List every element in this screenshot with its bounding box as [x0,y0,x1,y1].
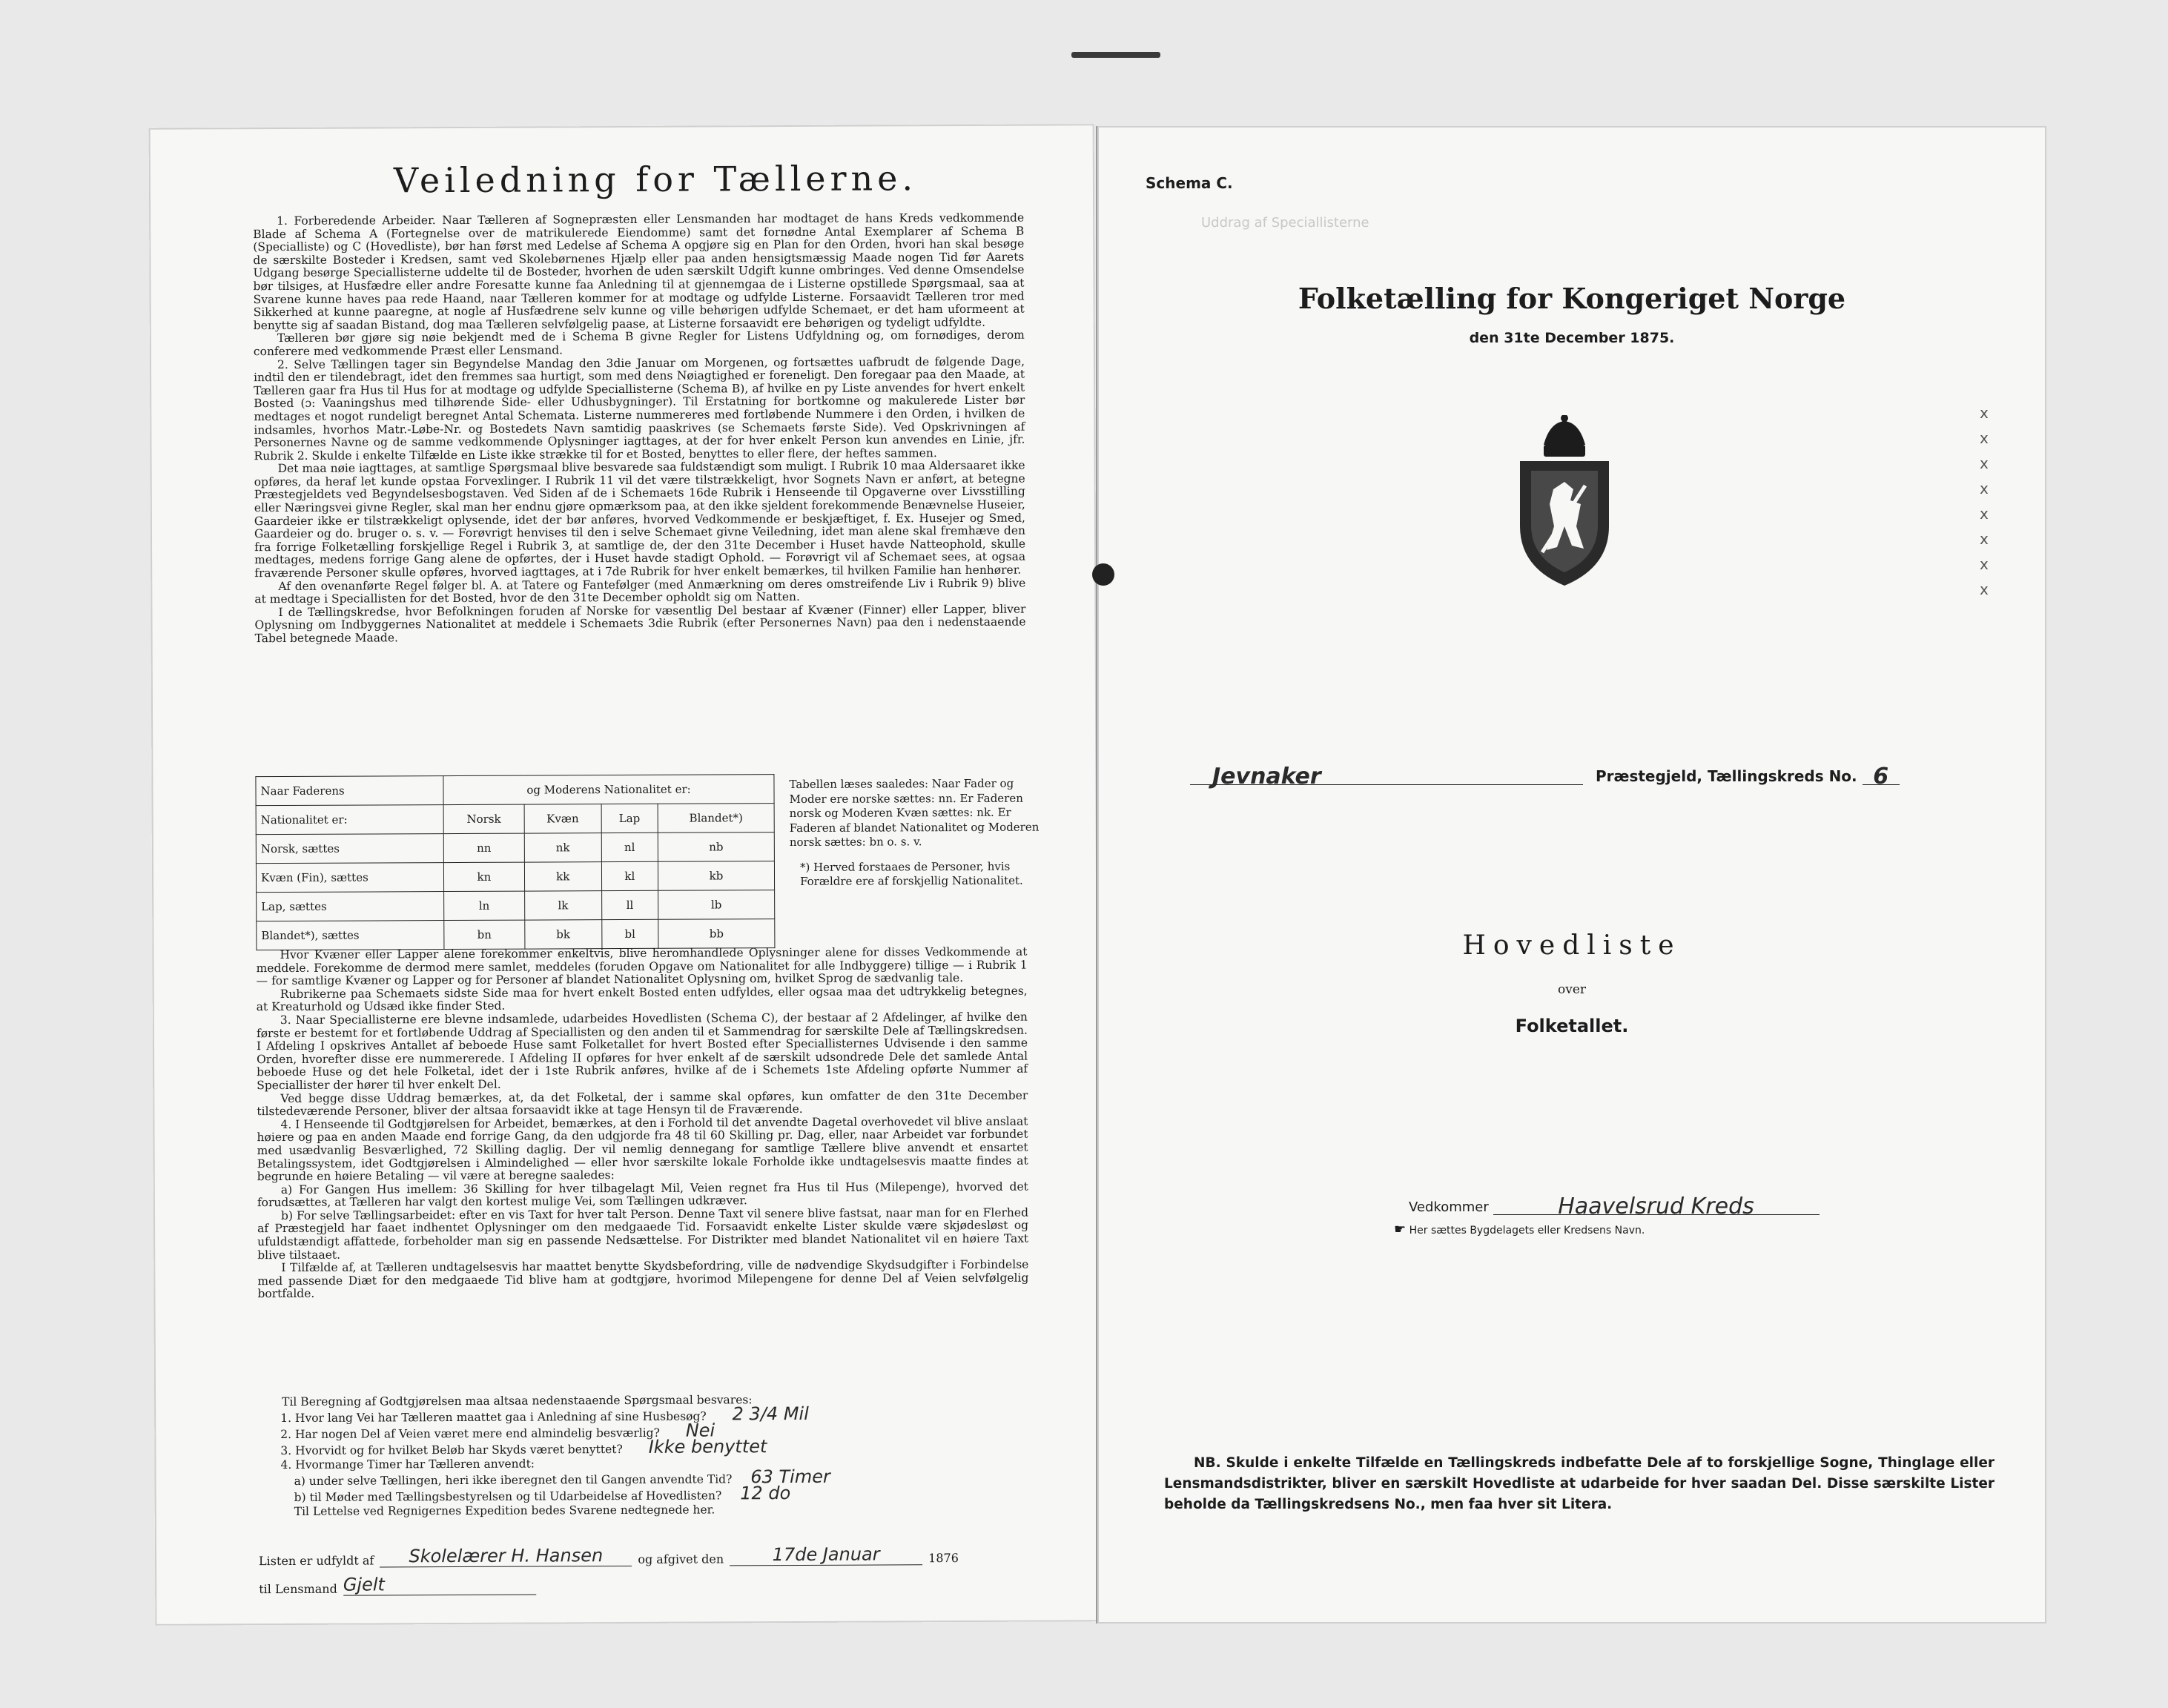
cell: nb [658,833,774,862]
hovedliste-title: Hovedliste [1462,930,1682,961]
vedkommer-note: Her sættes Bygdelagets eller Kredsens Navn. [1409,1225,1645,1237]
question-4: 4. Hvormange Timer har Tælleren anvendt: [280,1457,535,1472]
table-footnote: *) Herved forstaaes de Personer, hvis Forældre ere af forskjellig Nationalitet. [799,859,1023,888]
question-text: a) under selve Tællingen, heri ikke iberegnet den til Gangen anvendte Tid? [294,1472,733,1488]
table-col: Lap [601,804,658,833]
cell: bn [444,920,525,949]
cell: ll [601,890,658,919]
census-date: den 31te December 1875. [1469,330,1675,346]
right-page-cover: Uddrag af Speciallisterne Schema C. Folketælling for Kongeriget Norge den 31te December 1875. Jevnaker Præstegjeld, Tællingskreds No. 6 Hovedliste over Folketallet. Vedkommer Haavelsrud Kreds ☛ Her sættes Bygdelagets eller Kredsens Navn. NB. Skulde i enkelte Tilfælde en Tællingskreds indbefatte Dele af to forskjellige Sogne, Thinglage eller Lensmandsdistrikter, bliver en særskilt Hovedliste at udarbeide for hver saadan Del. Disse særskilte Lister beholde da Tællingskredsens No., men faa hver sit Litera. [1097,126,2046,1623]
row-label: Norsk, sættes [256,834,443,864]
cross-mark: x [1980,454,1989,472]
cell: kl [601,861,658,890]
vedkommer-label: Vedkommer [1409,1199,1489,1215]
cross-mark: x [1980,580,1989,598]
parish-name-handwritten: Jevnaker [1190,764,1583,785]
table-row [257,890,775,921]
answer-handwritten: 12 do [740,1483,791,1504]
table-row [256,861,774,893]
cell: bl [601,919,658,948]
schema-label: Schema C. [1146,174,1233,192]
nb-note [1164,1453,1995,1515]
para-hovedlisten: 3. Naar Speciallisterne ere blevne indsamlede, udarbeides Hovedlisten (Schema C), der bestaar af 2 Afdelinger, af hvilke den første er bestemt for et fortløbende Uddrag af Speciallisten og den anden til et Sammendrag for særskilte Dele af Tællingskredsen. I Afdeling I opskrives Antallet af beboede Huse samt Folketallet for hvert Bosted efter Speciallisternes Udvisende i den samme Orden, hvorefter disse ere nummererede. I Afdeling II opføres for hver enkelt af de særskilt udsondrede Dele det samlede Antal beboede Huse og det hele Folketal, idet der i 1ste Rubrik anføres, hvilke af de i Schemets 1ste Afdeling opførte Nummer af Speciallister der hører til hver enkelt Del. [256,1010,1028,1093]
question-text: 1. Hvor lang Vei har Tælleren maattet gaa i Anledning af sine Husbesøg? [280,1409,707,1426]
instructions-body-top [253,212,1026,646]
lensmand-label: til Lensmand [259,1581,337,1597]
pointing-hand-icon: ☛ [1394,1222,1407,1237]
para-gangen: a) For Gangen Hus imellem: 36 Skilling for hver tilbagelagt Mil, Veien regnet fra Hus til Hus (Milepenge), hvorved det forudsættes, at Tælleren har valgt den kortest mulige Vei, som Tællingen udkræver. [257,1179,1028,1210]
cell: lk [524,891,601,920]
census-title: Folketælling for Kongeriget Norge [1298,282,1846,315]
vedkommer-line [1409,1194,1824,1219]
cross-mark: x [1980,429,1989,447]
cell: ln [444,891,525,920]
row-label: Lap, sættes [257,892,444,921]
table-col: Blandet*) [658,804,774,833]
folketallet-title: Folketallet. [1515,1016,1629,1036]
para-selve-taellingen: 2. Selve Tællingen tager sin Begyndelse Mandag den 3die Januar om Morgenen, og fortsættes uafbrudt de følgende Dage, indtil den er tilendebragt, idet den fremmes saa hurtigt, som med dens Nøiagtighed er foreneligt. Den foregaar paa den Maade, at Tælleren gaar fra Hus til Hus for at modtage og udfylde Speciallisterne (Schema B), af hvilke en py Liste anvendes for hvert enkelt Bosted (ɔ: Vaaningshus med tilhørende Side- eller Udhusbygninger). Til Erstatning for bortkomne og makulerede Lister bør medtages et nogot rundeligt beregnet Antal Schemata. Listerne nummereres med fortløbende Nummere i den Orden, i hvilken de indsamles, hvorhos Matr.-Løbe-Nr. og Bostedets Navn samtidig paaskrives (se Schemaets første Side). Ved Opskrivningen af Personernes Navne og de samme vedkommende Oplysninger iagttages, at der for hver enkelt Person kun anvendes en Linie, jfr. Rubrik 2. Skulde i enkelte Tilfælde en Liste ikke strække til for et Bosted, benyttes to eller flere, der heftes sammen. [254,354,1025,463]
para-godtgjoerelse: 4. I Henseende til Godtgjørelsen for Arbeidet, bemærkes, at den i Forhold til det anvendte Dagetal overhovedet vil blive anslaat høiere og paa en anden Maade end forrige Gang, da den udgjorde fra 48 til 60 Skilling pr. Dag, eller, naar Arbeidet var forbundet med usædvanlig Besværlighed, 72 Skilling daglig. Der vil nemlig dennegang for samtlige Tællere blive anvendt et ensartet Betalingssystem, idet Godtgjørelsen i Almindelighed — eller hvor særskilte lokale Forholde ikke undtagelsesvis maatte findes at begrunde en høiere Betaling — vil være at beregne saaledes: [257,1114,1028,1184]
cell: bk [525,920,602,949]
para-kvaener: Hvor Kvæner eller Lapper alene forekommer enkeltvis, blive heromhandlede Oplysninger alene for disses Vedkommende at meddele. Forekomme de dermod mere samlet, meddeles (foruden Opgave om Nationalitet for alle Indbyggere) tillige — i Rubrik 1 — for samtlige Kvæner og Lapper og for Personer af blandet Nationalitet Oplysning om, hvilket Sprog de sædvanlig tale. [256,944,1028,988]
binding-hole [1092,563,1114,586]
table-header-father: Naar Faderens [256,776,443,806]
row-label: Blandet*), sættes [257,921,444,950]
cell: kb [658,861,774,891]
question-text: b) til Møder med Tællingsbestyrelsen og til Udarbeidelse af Hovedlisten? [294,1489,722,1504]
cell: kk [524,862,601,891]
cross-mark: x [1980,555,1989,573]
table-col: Kvæn [524,804,601,833]
delivered-year: 1876 [928,1551,959,1566]
nb-text: NB. Skulde i enkelte Tilfælde en Tællingskreds indbefatte Dele af to forskjellige Sogne, Thinglage eller Lensmandsdistrikter, bliver en særskilt Hovedliste at udarbeide for hver saadan Del. Disse særskilte Lister beholde da Tællingskredsens No., men faa hver sit Litera. [1164,1455,1995,1512]
para-rubrikerne: Rubrikerne paa Schemaets sidste Side maa for hvert enkelt Bosted enten udfyldes, eller ogsaa maa det udtrykkelig betegnes, at Kreaturhold og Udsæd ikke finder Sted. [256,984,1028,1014]
answer-handwritten: 63 Timer [750,1466,830,1488]
cell: nl [601,833,658,861]
cell: lb [658,890,775,920]
answer-handwritten: Nei [685,1420,715,1441]
row-label: Kvæn (Fin), sættes [256,863,443,893]
table-header-mother: og Moderens Nationalitet er: [443,775,774,805]
over-text: over [1557,982,1587,997]
para-conferere: Tælleren bør gjøre sig nøie bekjendt med de i Schema B givne Regler for Listens Udfyldning og, om fornødiges, derom conferere med vedkommende Præst eller Lensmand. [253,328,1025,359]
question-text: 2. Har nogen Del af Veien været mere end almindelig besværlig? [280,1426,660,1442]
answer-handwritten: 2 3/4 Mil [732,1403,809,1425]
norwegian-coat-of-arms-icon [1490,415,1639,593]
parish-line [1190,764,1931,793]
delivered-date: 17de Januar [730,1543,922,1566]
para-forberedende: 1. Forberedende Arbeider. Naar Tælleren af Sognepræsten eller Lensmanden har modtaget de hans Kreds vedkommende Blade af Schema A (Fortegnelse over de matrikulerede Eiendomme) samt det fornødne Antal Exemplarer af Schema B (Specialliste) og C (Hovedliste), bør han først med Ledelse af Schema A opgjøre sig en Plan for den Orden, hvori han skal besøge de særskilte Bosteder i Kredsen, samt ved Skolebørnenes Hjælp eller paa anden hensigtsmæssig Maade nogen Tid før Aarets Udgang besørge Speciallisterne uddelte til de Bosteder, hvorhen de uden særskilt Udgift kunne ombringes. Ved denne Omsendelse bør tilsiges, at Husfædre eller andre Foresatte kunne faa Anledning til at gjennemgaa de i Listerne opstillede Spørgsmaal, saa at Svarene kunne haves paa rede Haand, naar Tælleren kommer for at modtage og udfylde Listerne. Forsaavidt Tælleren tror med Sikkerhed at kunne paaregne, at nogle af Husfædrene selv kunne og ville behørigen udfylde Schemaet, er det ham uformeent at benytte sig af saadan Bistand, dog maa Tælleren selvfølgelig paase, at Listerne forsaavidt ere behørigen og tydeligt udfyldte. [253,211,1025,332]
instructions-body-bottom [256,946,1028,1302]
cross-mark: x [1980,530,1989,548]
delivered-label: og afgivet den [638,1552,724,1566]
instructions-title: Veiledning for Tællerne. [393,158,918,201]
questions-intro: Til Beregning af Godtgjørelsen maa altsaa nedenstaaende Spørgsmaal besvares: [282,1393,753,1409]
table-row [256,833,774,864]
table-note: Tabellen læses saaledes: Naar Fader og Moder ere norske sættes: nn. Er Faderen norsk og Moderen Kvæn sættes: nk. Er Faderen af blandet Nationalitet og Moderen norsk sættes: bn o. s. v. [789,776,1040,850]
para-tatere: Af den ovenanførte Regel følger bl. A. at Tatere og Fantefølger (med Anmærkning om deres omstreifende Liv i Rubrik 9) blive at medtage i Speciallisten for det Bosted, hvor de den 31te December opholdt sig om Natten. [254,576,1026,606]
lensmand-row [259,1565,1037,1597]
table-col: Norsk [443,804,524,833]
para-uddrag: Ved begge disse Uddrag bemærkes, at, da det Folketal, der i samme skal opføres, kun omfatter de den 31te December tilstedeværende Personer, bliver der altsaa forsaavidt ikke at tage Hensyn til de Fraværende. [257,1088,1028,1119]
cross-mark: x [1980,505,1989,523]
cross-mark: x [1980,404,1989,422]
filled-by-label: Listen er udfyldt af [258,1553,374,1569]
kreds-name-handwritten: Haavelsrud Kreds [1493,1194,1820,1215]
cell: nk [524,833,601,862]
question-note: Til Lettelse ved Regnigernes Expedition bedes Svarene nedtegnede her. [294,1503,715,1518]
cell: nn [443,833,524,862]
para-skyds: I Tilfælde af, at Tælleren undtagelsesvis har maattet benytte Skydsbefordring, ville de nødvendige Skydsudgifter i Forbindelse med passende Diæt for den medgaaede Tid blive ham at godtgjøre, hvorimod Milepengene for denne Del af Veien selvfølgelig bortfalde. [257,1257,1029,1301]
kreds-number: 6 [1863,764,1900,785]
filled-by-name: Skolelærer H. Hansen [380,1545,632,1567]
questions-block [258,1392,1030,1520]
top-scan-mark [1071,52,1160,58]
cross-mark: x [1980,480,1989,497]
para-nationalitet: I de Tællingskredse, hvor Befolkningen foruden af Norske for væsentlig Del bestaar af Kvæner (Finner) eller Lapper, bliver Oplysning om Indbyggernes Nationalitet at meddele i Schemaets 3die Rubrik (efter Personernes Navn) paa den i nedenstaaende Tabel betegnede Maade. [254,602,1026,646]
left-page-instructions [149,124,1101,1626]
cell: bb [658,919,775,949]
table-header-nationality: Nationalitet er: [256,805,443,835]
answer-handwritten: Ikke benyttet [648,1436,767,1457]
para-spoergsmaal: Det maa nøie iagttages, at samtlige Spørgsmaal blive besvarede saa fuldstændigt som muligt. I Rubrik 10 maa Aldersaaret ikke opføres, da heraf let kunde opstaa Forvexlinger. I Rubrik 11 vil det være tilstrækkeligt, hvor Sognets Navn er anført, at betegne Præstegjeldets ved Begyndelsesbogstaven. Ved Siden af de i Schemaets 16de Rubrik i Henseende til Opgaverne over Livsstilling eller Næringsvei givne Regler, skal man her endnu gjøre opmærksom paa, at den ikke sjeldent forekommende Benævnelse Huseier, Gaardeier ikke er tilstrækkeligt oplysende, idet der bør anføres, hvorved Vedkommende er beskjæftiget, f. Ex. Husejer og Smed, Gaardeier og do. bruger o. s. v. — Forøvrigt henvises til den i selve Schemaet givne Veiledning, idet man alene skal fremhæve den fra forrige Folketælling forskjellige Regel i Rubrik 3, at samtlige de, der den 31te December i Huset havde Natteophold, skulle medtages, medens forrige Gang alene de opførtes, der i Huset havde stadigt Ophold. — Forøvrigt vil af Schemaet sees, at ogsaa fraværende Personer skulle opføres, hvorved iagttages, at i 7de Rubrik for hver enkelt bemærkes, til hvilken Familie han henhører. [254,458,1026,580]
cell: kn [443,862,524,891]
margin-cross-marks [1980,400,2002,602]
table-row [257,919,775,950]
table-explanation [789,777,1042,890]
filled-by-row [259,1537,1037,1569]
vedkommer-hint [1394,1222,1645,1237]
signature-block [259,1537,1037,1597]
parish-label: Præstegjeld, Tællingskreds No. [1595,767,1857,785]
para-tallingsarbeidet: b) For selve Tællingsarbeidet: efter en vis Taxt for hver talt Person. Denne Taxt vil senere blive fastsat, naar man for en Flerhed af Præstegjeld har faaet indhentet Oplysninger om den medgaaede Tid. Forsaavidt enkelte Lister skulde være skjødesløst og ufuldstændigt affattede, forbeholder man sig en passende Nedsættelse. For Distrikter med blandet Nationalitet vil en høiere Taxt blive tilstaaet. [257,1205,1029,1262]
question-text: 3. Hvorvidt og for hvilket Beløb har Skyds været benyttet? [280,1443,623,1458]
lensmand-name: Gjelt [343,1574,536,1596]
nationality-table [255,774,775,950]
